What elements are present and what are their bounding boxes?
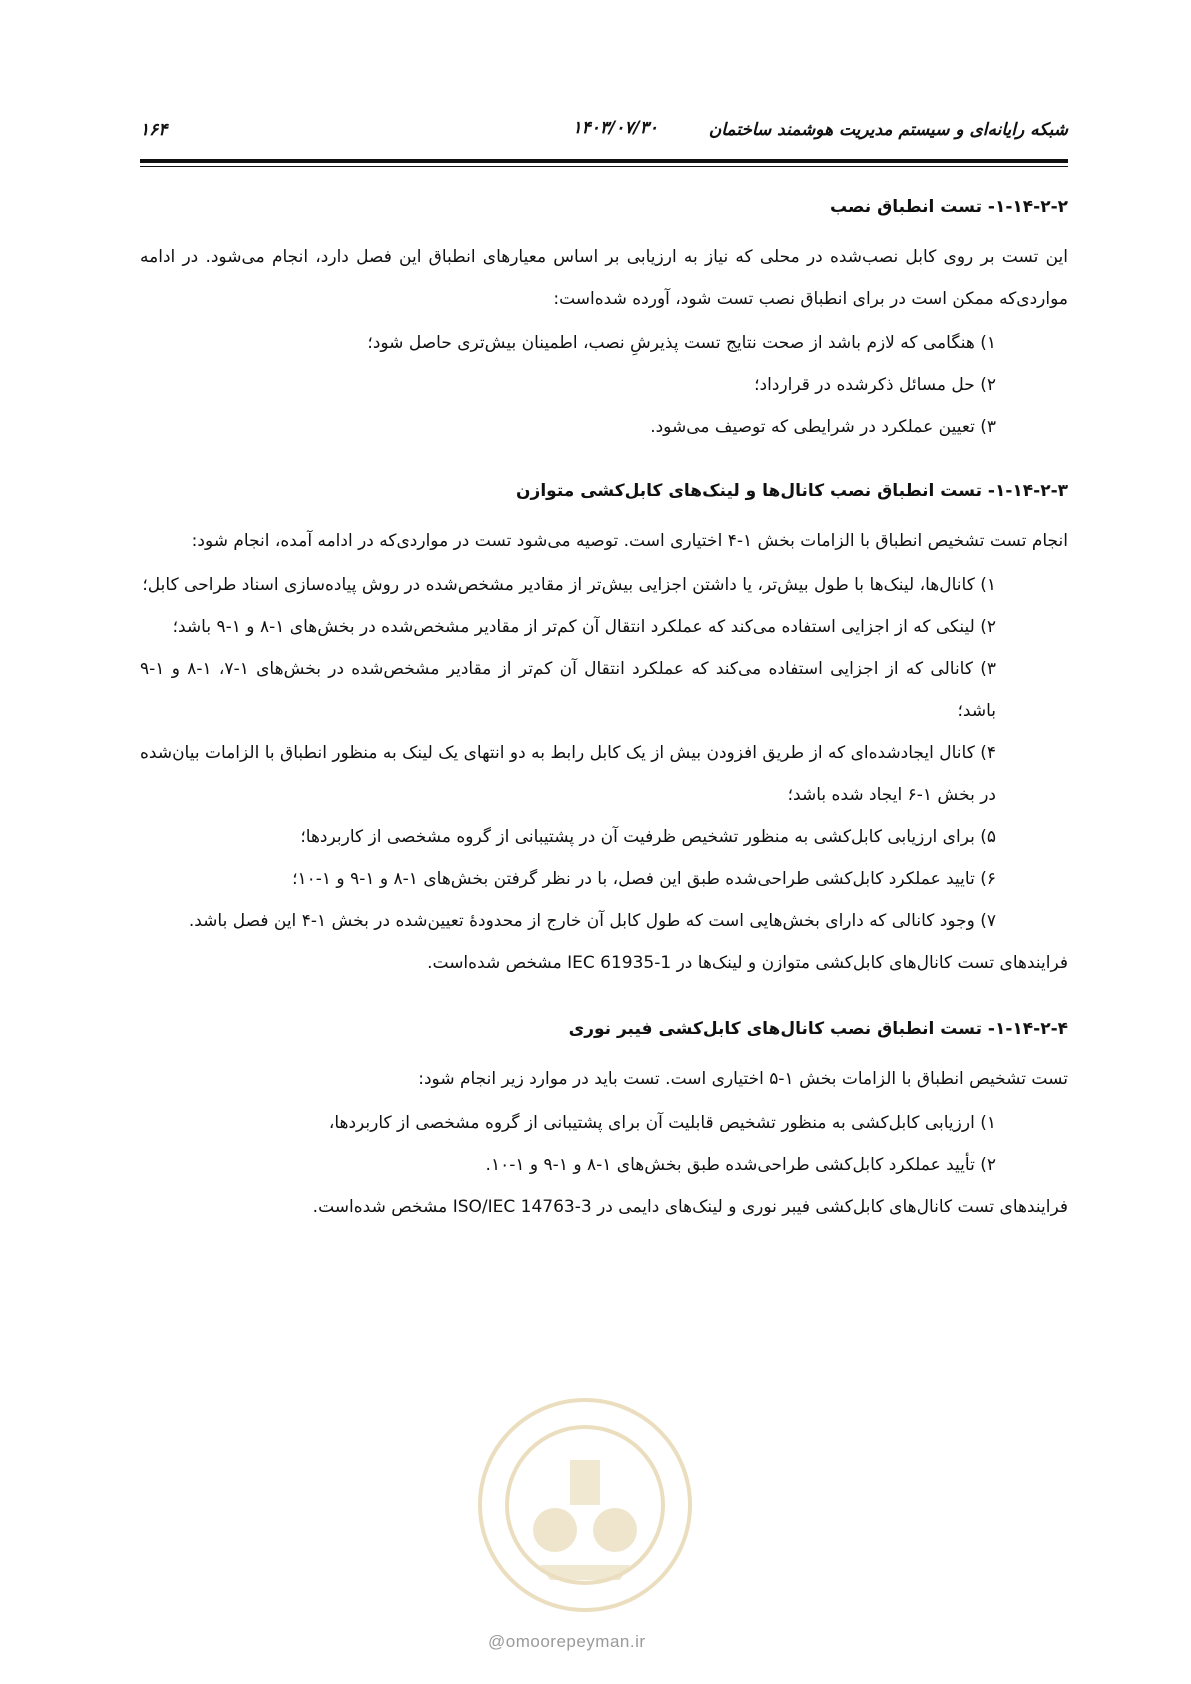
list-item: ۷) وجود کانالی که دارای بخش‌هایی است که طول کابل آن خارج از محدودهٔ تعیین‌شده در بخش ۱-۴ این فصل باشد. xyxy=(188,911,996,931)
list-item: ۳) کانالی که از اجزایی استفاده می‌کند که عملکرد انتقال آن کم‌تر از مقادیر مشخص‌شده در بخش‌های ۱-۷، ۱-۸ و ۱-۹ باشد؛ xyxy=(140,659,997,721)
header-rule-thick xyxy=(140,159,1068,163)
section-intro-paragraph: این تست بر روی کابل نصب‌شده در محلی که نیاز به ارزیابی بر اساس معیارهای انطباق این فصل دارد، انجام می‌شود. در ادامه مواردی‌که ممکن است در برای انطباق نصب تست شود، آورده شده‌است: xyxy=(140,247,1068,309)
list-item: ۵) برای ارزیابی کابل‌کشی به منظور تشخیص ظرفیت آن در پشتیبانی از گروه مشخصی از کاربردها؛ xyxy=(300,827,996,847)
header-title: شبکه رایانه‌ای و سیستم مدیریت هوشمند ساختمان xyxy=(708,120,1068,140)
section-heading-fiber-cabling: ۱-۱۴-۲-۴- تست انطباق نصب کانال‌های کابل‌کشی فیبر نوری xyxy=(568,1019,1068,1039)
section-heading-balanced-cabling: ۱-۱۴-۲-۳- تست انطباق نصب کانال‌ها و لینک‌های کابل‌کشی متوازن xyxy=(516,481,1068,501)
list-item: ۱) کانال‌ها، لینک‌ها با طول بیش‌تر، یا داشتن اجزایی بیش‌تر از مقادیر مشخص‌شده در روش پیاده‌سازی اسناد طراحی کابل؛ xyxy=(142,575,996,595)
list-item: ۲) لینکی که از اجزایی استفاده می‌کند که عملکرد انتقال آن کم‌تر از مقادیر مشخص‌شده در بخش‌های ۱-۸ و ۱-۹ باشد؛ xyxy=(172,617,996,637)
list-item: ۳) تعیین عملکرد در شرایطی که توصیف می‌شود. xyxy=(650,417,996,437)
section-intro-paragraph: تست تشخیص انطباق با الزامات بخش ۱-۵ اختیاری است. تست باید در موارد زیر انجام شود: xyxy=(418,1069,1068,1089)
header-rule-thin xyxy=(140,166,1068,167)
header-date: ۱۴۰۳/۰۷/۳۰ xyxy=(572,118,658,138)
section-intro-paragraph: انجام تست تشخیص انطباق با الزامات بخش ۱-۴ اختیاری است. توصیه می‌شود تست در مواردی‌که در ادامه آمده، انجام شود: xyxy=(191,531,1068,551)
page-number: ۱۶۴ xyxy=(140,120,168,140)
list-item: ۲) تأیید عملکرد کابل‌کشی طراحی‌شده طبق بخش‌های ۱-۸ و ۱-۹ و ۱-۱۰. xyxy=(485,1155,996,1175)
section-heading-install-conformance: ۱-۱۴-۲-۲- تست انطباق نصب xyxy=(830,197,1068,217)
list-item: ۱) هنگامی که لازم باشد از صحت نتایج تست پذیرشِ نصب، اطمینان بیش‌تری حاصل شود؛ xyxy=(367,333,996,353)
list-item: ۴) کانال ایجادشده‌ای که از طریق افزودن بیش از یک کابل رابط به دو انتهای یک لینک به منظور انطباق با الزامات بیان‌شده در بخش ۱-۶ ایجاد شده باشد؛ xyxy=(140,743,996,805)
section-outro-paragraph: فرایندهای تست کانال‌های کابل‌کشی فیبر نوری و لینک‌های دایمی در ISO/IEC 14763-3 مشخص شده‌است. xyxy=(312,1197,1068,1217)
watermark-text: @omoorepeyman.ir xyxy=(488,1632,646,1651)
section-outro-paragraph: فرایندهای تست کانال‌های کابل‌کشی متوازن و لینک‌ها در IEC 61935-1 مشخص شده‌است. xyxy=(427,953,1068,973)
page-header xyxy=(140,112,1068,152)
list-item: ۶) تایید عملکرد کابل‌کشی طراحی‌شده طبق این فصل، با در نظر گرفتن بخش‌های ۱-۸ و ۱-۹ و ۱-۱۰؛ xyxy=(292,869,996,889)
list-item: ۱) ارزیابی کابل‌کشی به منظور تشخیص قابلیت آن برای پشتیبانی از گروه مشخصی از کاربردها، xyxy=(328,1113,996,1133)
document-body xyxy=(140,178,1068,1230)
seal-watermark-icon xyxy=(470,1390,700,1620)
list-item: ۲) حل مسائل ذکرشده در قرارداد؛ xyxy=(754,375,996,395)
